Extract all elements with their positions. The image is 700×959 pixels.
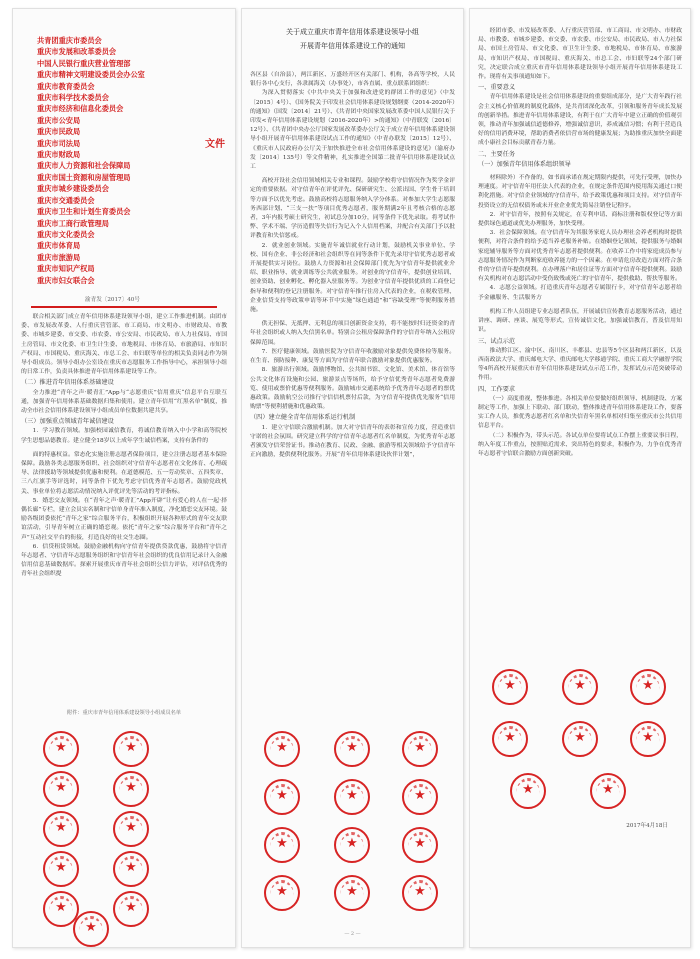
document-page-3 — [469, 8, 691, 948]
star-icon: ★ — [504, 678, 516, 693]
official-seal — [402, 779, 438, 815]
issuing-organization: 重庆市旅游局 — [37, 252, 81, 262]
red-divider — [31, 306, 217, 308]
star-icon: ★ — [125, 820, 137, 835]
paragraph: 经团市委、市发展改革委、人行重庆营管部、市工商局、市文明办、市财政局、市教委、市城乡建委、市交委、市农委、市公安局、市民政局、市人力社保局、市国土房管局、市文化委、市卫生计生委、市地税局、市体育局、市旅游局、市知识产权局、市国税局、重庆海关、市总工会、市妇联等24个部门研究，决定联合成立重庆市青年信用体系建设领导小组开展青年信用体系建设工作。现将有关事项通知如下。 — [478, 28, 682, 81]
official-seal — [402, 875, 438, 911]
document-page-1 — [12, 8, 236, 948]
notice-title-line2: 开展青年信用体系建设工作的通知 — [300, 42, 405, 50]
official-seal — [630, 721, 666, 757]
official-seal — [334, 827, 370, 863]
official-seal — [562, 669, 598, 705]
issuing-organization: 重庆市妇女联合会 — [37, 275, 95, 285]
issuing-organization: 重庆市体育局 — [37, 241, 81, 251]
star-icon: ★ — [602, 782, 614, 797]
issuing-organization: 重庆市精神文明建设委员会办公室 — [37, 70, 145, 80]
star-icon: ★ — [346, 740, 358, 755]
paragraph: 8．旅游出行领域。鼓励博物馆、公共图书馆、文化馆、美术馆、体育馆等公共文化体育设施和公园、旅游景点等场所，给予守信优秀青年志愿者免费游览、使用或票价优惠等便利服务。鼓励城市交通系统给予优秀青年志愿者的票优惠政策。鼓励航空公司推行守信信机票付后款，为守信青年提供优先服务“信用购票”等便利措施和优惠政策。 — [250, 367, 455, 411]
star-icon: ★ — [276, 884, 288, 899]
issuing-organizations-list — [37, 35, 187, 286]
star-icon: ★ — [642, 678, 654, 693]
star-icon: ★ — [55, 900, 67, 915]
paragraph: 材料除外）不作备的，如书面承诺在规定期限内提供，可先行受理，加快办理速度。对守信青年用任法人代表的企业，在规定条件范围内使用海关通过口便利化措施。对守信企业领域的守信青年，给予政策优惠和项目支持。对守信青年投资设立的无信权债务或未开业企业优先简易注销登记程序。 — [478, 175, 682, 209]
official-seal — [334, 731, 370, 767]
page3-body — [478, 27, 682, 459]
star-icon: ★ — [276, 740, 288, 755]
page-number: — 2 — — [344, 931, 361, 937]
paragraph: 推动黔江区、渝中区、南川区、丰都县、忠县等5个区县和两江新区，以及西南政法大学、重庆邮电大学、重庆邮电大学移通学院、重庆工商大学融智学院等4所高校开展重庆市青年信用体系建设试点示范工作，发挥试点示范突破带动作用。 — [478, 347, 682, 382]
official-seal — [264, 827, 300, 863]
issuing-organization: 中国人民银行重庆营业管理部 — [37, 58, 131, 68]
paragraph: 6．信贷租赁领域。鼓励金融机构向守信青年提供贷款优惠，鼓励将守信青年志愿者、守信青年志愿服务组织和守信青年社会组织的优良信用记录计入金融信用信息基础数据库。探索开展重庆市青年社会组织公信力评估，对评估优秀的青年社会组织提 — [21, 543, 227, 578]
star-icon: ★ — [346, 884, 358, 899]
official-seal — [630, 669, 666, 705]
section-heading: （三）加强重点领域青年诚信建设 — [21, 418, 114, 426]
official-seal — [113, 771, 149, 807]
official-seal — [264, 731, 300, 767]
section-heading: 一、重要意义 — [478, 84, 516, 92]
star-icon: ★ — [55, 780, 67, 795]
issuing-organization: 重庆市工商行政管理局 — [37, 218, 109, 228]
issuing-organization: 重庆市教育委员会 — [37, 81, 95, 91]
issuing-organization: 重庆市公安局 — [37, 115, 81, 125]
paragraph: 2．就业创业领域。实施青年诚信就业行动计划，鼓励机关事业单位、学校、国有企业、非公经济和社会组织等在同等条件下优先录用守信优秀志愿者或开展提供实习岗位。鼓励人力资源和社会保障部门优先为守信青年提供就业介绍、职业指导、就业训练等公共就业服务。对创业的守信青年，提供创业培训、创业资助、创业孵化、孵化器入驻服务等。为创业守信青年提供优质的工商登记指导和便利的登记注册服务。对守信青年推行住房入代表的企业，在税收管理、企业信贷支持等政策申请等环节中实施“绿色通道”和“容缺受理”等便利服务措施。 — [250, 242, 455, 314]
issuing-organization: 重庆市卫生和计划生育委员会 — [37, 207, 131, 217]
paragraph: 供无担保、无抵押、无利息的项目创新资金支持，将不能按时归还资金的青年社会组织或人纳入失信黑名单。特别合公租房保障条件的守信青年纳入公租房保障范围。 — [250, 321, 455, 346]
official-seal — [43, 851, 79, 887]
star-icon: ★ — [504, 730, 516, 745]
star-icon: ★ — [55, 860, 67, 875]
official-seal — [492, 721, 528, 757]
official-seal — [334, 779, 370, 815]
star-icon: ★ — [414, 884, 426, 899]
notice-title — [252, 25, 453, 53]
star-icon: ★ — [125, 740, 137, 755]
official-seal — [510, 773, 546, 809]
notice-title-line1: 关于成立重庆市青年信用体系建设领导小组 — [286, 28, 419, 36]
issuing-organization: 重庆市城乡建设委员会 — [37, 184, 109, 194]
official-seal — [264, 779, 300, 815]
official-seal — [113, 851, 149, 887]
red-letterhead — [37, 35, 227, 307]
star-icon: ★ — [125, 780, 137, 795]
paragraph: （一）高度重视，整体推进。各相关单位要做好组织领导、机制建设、方案制定等工作，加强上下联动、部门联动，整体推进青年信用体系建设工作，要落实工作人员，推优秀志愿者红名单和失信青年黑名单相对归集至重庆市公共信用信息平台。 — [478, 395, 682, 430]
issuing-organization: 重庆市民政局 — [37, 127, 81, 137]
page2-body — [250, 71, 455, 460]
official-seal — [402, 827, 438, 863]
issuing-organization: 重庆市发展和改革委员会 — [37, 47, 117, 57]
paragraph: 5．婚恋交友领域。在“青年之声·暖青汇”App开辟“让有爱心的人在一起·择偶长廊”专栏，建立会员实名制和守信单身青年准入制度，净化婚恋交友环境。鼓励各级团委依托“青年之家”综合服务平台，积极组织开展各种形式的青年交友联谊活动，引导青年树立正确的婚恋观。依托“青年之家”综合服务平台和“青年之声”互动社交平台的衔接，打造良好的社交生态圈。 — [21, 497, 227, 541]
issuing-organization: 重庆市人力资源和社会保障局 — [37, 161, 131, 171]
official-seal — [590, 773, 626, 809]
official-seal — [334, 875, 370, 911]
paragraph: 1．学习教育领域。加强校园诚信教育，将诚信教育纳入中小学和高等院校学生思想品德教育。建立健全18岁以上成年学生诚信档案，支持有条件的 — [21, 428, 227, 444]
section-heading: （一）加强青年信用体系组织领导 — [478, 160, 571, 168]
issuing-organization: 重庆市司法局 — [37, 138, 81, 148]
official-seal — [492, 669, 528, 705]
official-seal — [113, 731, 149, 767]
section-heading: （四）建立健全青年信用体系运行机制 — [250, 414, 356, 422]
paragraph: 4．志愿公益领域。打造重庆青年志愿者专属银行卡，对守信青年志愿者给予金融服务、生活服务方 — [478, 285, 682, 301]
attachment-caption: 附件：重庆市青年信用体系建设领导小组成员名单 — [66, 710, 182, 716]
section-heading: （二）推进青年信用体系基础建设 — [21, 379, 114, 387]
official-seal — [73, 911, 109, 947]
issuing-organization: 重庆市交通委员会 — [37, 195, 95, 205]
document-number: 渝青发〔2017〕40号 — [85, 297, 140, 303]
official-seal — [43, 771, 79, 807]
official-seal — [43, 731, 79, 767]
paragraph: 1．建立守信联合激励机制。加大对守信青年的表彰和宣传力度，营造重信守诺的社会氛围。研究建立科学的守信青年志愿者红名单制度，为优秀青年志愿者颁发守信荣誉证书。推动在教育、民政、金融、旅游等相关领域给予守信青年正向激励，提供便利化服务。开展“青年信用体系建设伙伴计划”， — [250, 424, 455, 459]
official-seal — [562, 721, 598, 757]
star-icon: ★ — [125, 860, 137, 875]
issuing-organization: 重庆市财政局 — [37, 150, 81, 160]
section-heading: 四、工作要求 — [478, 385, 516, 393]
section-heading: 二、主要任务 — [478, 150, 516, 158]
issuing-organization: 重庆市文化委员会 — [37, 229, 95, 239]
official-seal — [113, 891, 149, 927]
paragraph: 全力推进“青年之声·暖青汇”App与“志愿重庆”信用重庆“信息平台互联互通，加强青年信用体系基础数据归集和使用。建立青年信用“红黑名单”制度，推动全市社会信用体系建设领导小组成员单位数据共建共享。 — [21, 389, 227, 415]
star-icon: ★ — [414, 836, 426, 851]
star-icon: ★ — [574, 678, 586, 693]
paragraph: 机构工作人员组建专业志愿者队伍，开展诚信宣传教育志愿服务活动，通过讲座、调研、座谈、展览等形式，宣传诚信文化，加强诚信教育，普及信用知识。 — [478, 308, 682, 334]
official-seal — [113, 811, 149, 847]
official-seal — [402, 731, 438, 767]
paragraph: （二）积极作为，带头示范。各试点单位要将试点工作摆上重要议事日程，纳入年度工作重点，按照贴近需求、突出特色的要求，积极作为，力争在优秀青年志愿者守信联合激励方面创新突破。 — [478, 432, 682, 457]
star-icon: ★ — [642, 730, 654, 745]
issuing-organization: 重庆市科学技术委员会 — [37, 93, 109, 103]
star-icon: ★ — [276, 836, 288, 851]
star-icon: ★ — [414, 788, 426, 803]
paragraph: 面的特惠权益。常态化实施注册志愿者保险项目，建立注册志愿者基本保险保障。鼓励各类志愿服务组织、社会组织对守信青年志愿者在文化体育、心理疏导、法律援助等领域提供优惠和便利。在道德模范、五一劳动奖章、五四奖章、三八红旗手等评选时，同等条件下优先考虑守信优秀青年志愿者。鼓励党政机关、事业单位将志愿活动情况纳入评优评先等活动的考评指标。 — [21, 451, 227, 495]
star-icon: ★ — [346, 836, 358, 851]
issuing-organization: 重庆市国土资源和房屋管理局 — [37, 172, 131, 182]
star-icon: ★ — [522, 782, 534, 797]
star-icon: ★ — [85, 920, 97, 935]
paragraph: 2．对守信青年，按照有关规定，在专利申请、商标注册和版权登记等方面提供绿色通道或优先办理服务，加快受理。 — [478, 211, 682, 228]
paragraph: 为深入贯彻落实《中共中央关于加强和改进党的群团工作的意见》（中发〔2015〕4号）、《国务院关于印发社会信用体系建设规划纲要（2014-2020年）的通知》（国发〔2014〕21号）、《共青团中央国家发展改革委中国人民银行关于印发<青年信用体系建设规划（2016-2020年）>的通知》（中青联发〔2016〕12号）、《共青团中央办公厅国家发展改革委办公厅关于成立青年信用体系建设领导小组开展青年信用体系建设试点工作的通知》（中青办联发〔2015〕12号）、《重庆市人民政府办公厅关于加快推进全市社会信用体系建设的意见》（渝府办发〔2014〕135号）等文件精神，扎实推进全国第二批青年信用体系建设试点工 — [250, 90, 455, 171]
star-icon: ★ — [125, 900, 137, 915]
recipients: 各区县（自治县），两江新区、万盛经开区有关部门、机构，各高等学校，人民银行各中心支行，各隶属海关（办事处），市各直属、重点联系团组织： — [250, 72, 455, 88]
issue-date: 2017年4月18日 — [626, 823, 668, 829]
paragraph: 联合相关部门成立青年信用体系建设领导小组，建立工作推进机制。由团市委、市发展改革委、人行重庆营管部、市工商局、市文明办、市财政局、市教委、市城乡建委、市交委、市农委、市公安局、市民政局、市人力社保局、市国土房管局、市文化委、市卫生计生委、市地税局、市体育局、市旅游局、市知识产权局、市国税局、重庆海关、市总工会、市妇联等单位的相关负责同志作为领导小组成员。领导小组办公室设在重庆市志愿服务工作指导中心，承担领导小组的日常工作，负责具体推进青年信用体系建设等工作。 — [21, 314, 227, 376]
page1-body — [21, 313, 227, 580]
section-heading: 三、试点示范 — [478, 337, 516, 345]
paragraph: 青年信用体系建设是社会信用体系建设的重要组成部分，是广大青年践行社会主义核心价值观的制度化载体，是共青团深化改革，引领和服务青年成长发展的创新举措。推进青年信用体系建设，有利于在广大青年中建立正确的价值观引领，推动青年加强诚信道德修养，增强诚信意识，养成诚信习惯；有利于营造良好的信用消费环境，帮助消费者依信营市场的健康发展；为助推重庆加快全面建成小康社会目标贡献青春力量。 — [478, 94, 682, 147]
document-page-2 — [241, 8, 464, 948]
star-icon: ★ — [574, 730, 586, 745]
star-icon: ★ — [346, 788, 358, 803]
issuing-organization: 共青团重庆市委员会 — [37, 36, 102, 45]
issuing-organization: 重庆市经济和信息化委员会 — [37, 104, 124, 114]
paragraph: 高校开设社会信用领域相关专业和课程。鼓励学校将守信情况作为奖学金评定的重要依据。对守信青年在评优评先、保研研究生、公派出国、学生骨干培训等方面予以优先考虑。鼓励高校将志愿服务纳入学分体系。对参加大学生志愿服务西部计划、“三支一扶”等项目优秀志愿者，服务期满2年且考核合格的志愿者，3年内报考硕士研究生，初试总分加10分，同等条件下优先录取。将考试作弊、学术不端、学历造假等失信行为记入个人信用档案，并配合有关部门予以批评教育和失信惩戒。 — [250, 178, 455, 240]
star-icon: ★ — [55, 820, 67, 835]
star-icon: ★ — [276, 788, 288, 803]
star-icon: ★ — [55, 740, 67, 755]
official-seal — [43, 811, 79, 847]
paragraph: 7．医疗健康领域。鼓励医院为守信青年收激励对象提供免费体检等服务。在生育、预防接种、康复等方面为守信青年联合激励对象提供优惠服务。 — [250, 348, 455, 365]
star-icon: ★ — [414, 740, 426, 755]
letterhead-wenjian: 文件 — [205, 139, 225, 150]
paragraph: 3．社会保障领域。在守信青年为其服务家庭人员办理社会养老机构时提供便利，对符合条件的给予适当养老服务补贴。在婚姻登记领域，提供服务与婚姻家庭辅导服务等方面对优秀青年志愿者提供便利。在收养工作中将家庭成员参与志愿服务情况作为判断家庭收养能力的一个因素。在申请危房改造方面对符合条件的守信青年提供便利。在办理落户和居住证等方面对守信青年提供便利。鼓励有关机构对在志愿活动中受伤致残或死亡的守信青年，提供救助、帮扶等服务。 — [478, 230, 682, 283]
official-seal — [264, 875, 300, 911]
issuing-organization: 重庆市知识产权局 — [37, 264, 95, 274]
